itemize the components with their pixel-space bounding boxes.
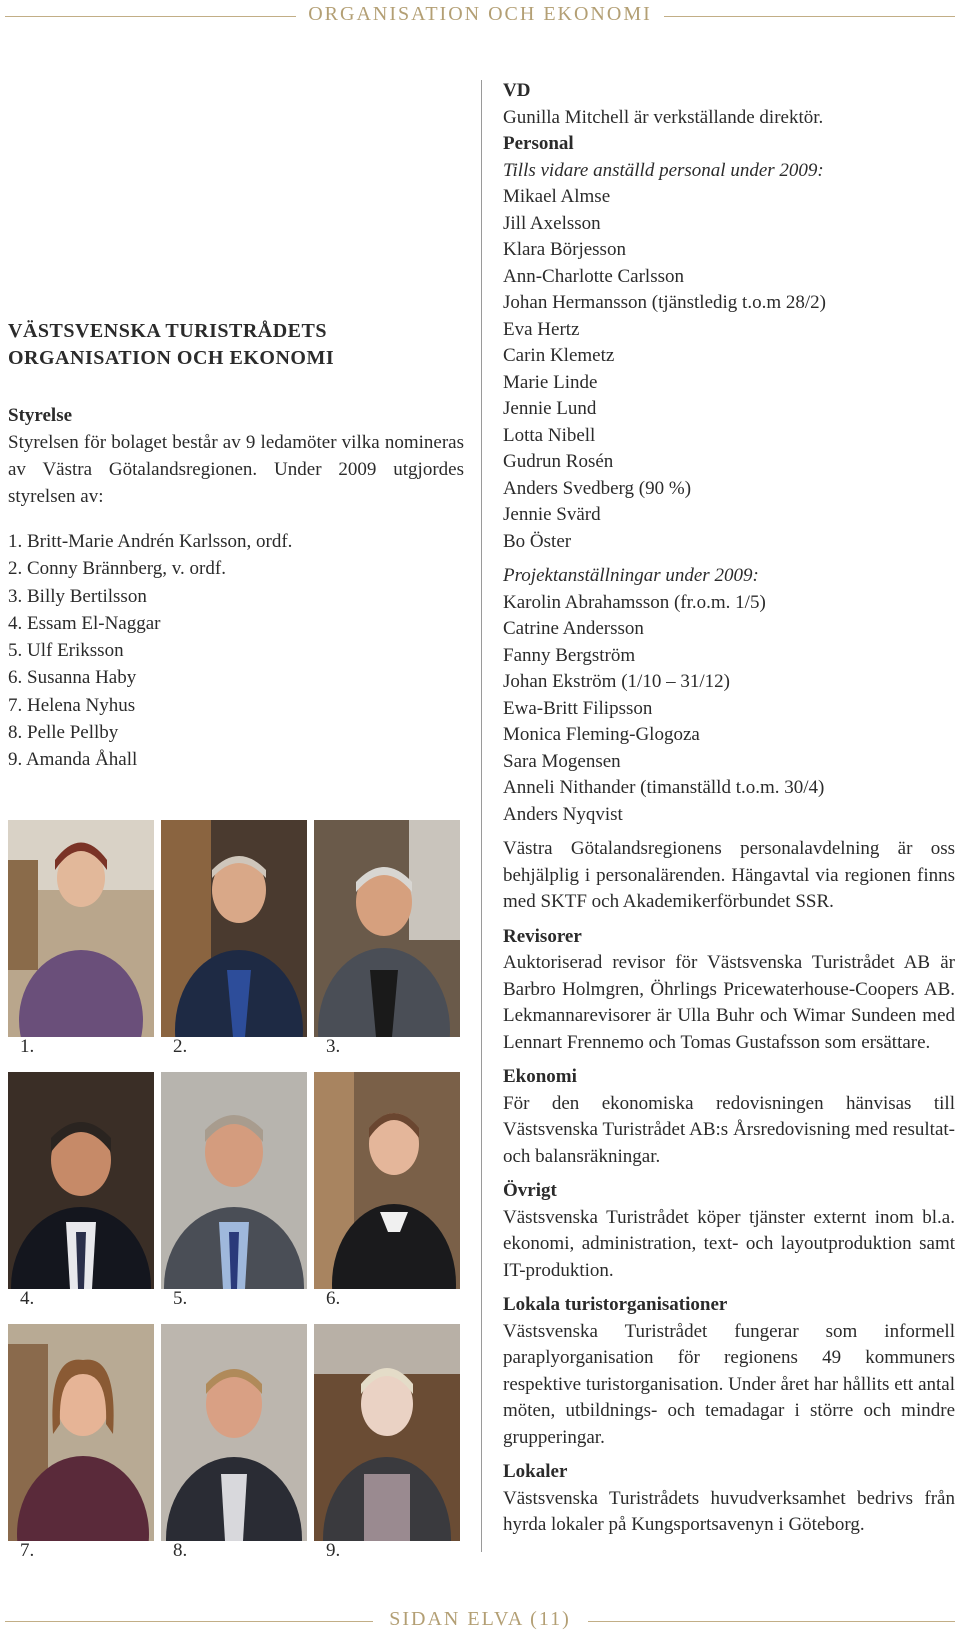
project-member: Sara Mogensen	[503, 750, 621, 772]
photo-number: 7.	[20, 1540, 35, 1561]
other-text: Västsvenska Turistrådet köper tjänster externt inom bl.a. ekonomi, administration, text- och layoutproduktion samt IT-produktion.	[503, 1206, 955, 1281]
vd-text: Gunilla Mitchell är verkställande direktör.	[503, 106, 824, 128]
board-photo-7	[8, 1324, 154, 1541]
project-member: Fanny Bergström	[503, 644, 636, 666]
staff-member: Eva Hertz	[503, 318, 580, 340]
board-photo-6	[314, 1072, 460, 1289]
board-photo-4	[8, 1072, 154, 1289]
board-photo-8	[161, 1324, 307, 1541]
photo-number: 1.	[20, 1036, 35, 1057]
left-column	[8, 318, 464, 774]
page-header	[0, 0, 960, 32]
staff-member: Carin Klemetz	[503, 345, 615, 366]
board-member: 8. Pelle Pellby	[8, 722, 119, 744]
staff-member: Anders Svedberg (90 %)	[503, 477, 692, 499]
board-member: 5. Ulf Eriksson	[8, 640, 124, 662]
board-text: Styrelsen för bolaget består av 9 ledamöter vilka nomineras av Västra Götalandsregionen. Under 2009 utgjordes styrelsen av:	[8, 432, 464, 507]
project-member: Johan Ekström (1/10 – 31/12)	[503, 671, 730, 692]
board-photo-1	[8, 820, 154, 1037]
board-member: 4. Essam El-Naggar	[8, 612, 161, 634]
project-member: Catrine Andersson	[503, 618, 644, 639]
photo-number: 5.	[173, 1288, 188, 1309]
project-staff-list	[503, 590, 955, 829]
economy-text: För den ekonomiska redovisningen hänvisas till Västsvenska Turistrådet AB:s Årsredovisning med resultat- och balansräkningar.	[503, 1092, 955, 1167]
staff-heading: Personal	[503, 133, 574, 154]
board-member: 6. Susanna Haby	[8, 667, 137, 689]
project-member: Karolin Abrahamsson (fr.o.m. 1/5)	[503, 591, 766, 613]
project-member: Monica Fleming-Glogoza	[503, 724, 700, 745]
column-divider	[481, 80, 482, 1552]
board-photo-5	[161, 1072, 307, 1289]
board-photo-3	[314, 820, 460, 1037]
staff-member: Marie Linde	[503, 371, 598, 393]
board-photo-9	[314, 1324, 460, 1541]
photo-number: 6.	[326, 1288, 341, 1309]
vd-heading: VD	[503, 80, 531, 101]
project-intro: Projektanställningar under 2009:	[503, 565, 759, 586]
staff-list	[503, 184, 955, 555]
staff-member: Ann-Charlotte Carlsson	[503, 265, 685, 287]
section-title-line2: ORGANISATION OCH EKONOMI	[8, 347, 335, 369]
auditors-text: Auktoriserad revisor för Västsvenska Turistrådet AB är Barbro Holmgren, Öhrlings Pricewaterhouse-Coopers AB. Lekmannarevisorer är Ulla Buhr och Wimar Sundeen med Lennart Frennemo och Tomas Gustafsson som ersättare.	[503, 952, 955, 1053]
local-orgs-text: Västsvenska Turistrådet fungerar som informell paraplyorganisation för regionens 49 kommuners respektive turistorganisation. Under året har hållits ett antal möten, utbildnings- och temadagar i större och mindre grupperingar.	[503, 1320, 955, 1448]
local-orgs-heading: Lokala turistorganisationer	[503, 1294, 728, 1315]
board-member: 3. Billy Bertilsson	[8, 585, 147, 607]
premises-heading: Lokaler	[503, 1461, 568, 1482]
board-member: 1. Britt-Marie Andrén Karlsson, ordf.	[8, 531, 293, 552]
photo-number: 4.	[20, 1288, 35, 1309]
economy-heading: Ekonomi	[503, 1066, 577, 1087]
photo-number: 9.	[326, 1540, 341, 1561]
other-heading: Övrigt	[503, 1180, 557, 1201]
photo-number: 3.	[326, 1036, 341, 1057]
staff-member: Mikael Almse	[503, 186, 611, 207]
photo-number: 2.	[173, 1036, 188, 1057]
auditors-heading: Revisorer	[503, 925, 582, 947]
project-member: Anneli Nithander (timanställd t.o.m. 30/4)	[503, 777, 825, 798]
staff-member: Johan Hermansson (tjänstledig t.o.m 28/2)	[503, 292, 826, 313]
page-footer	[0, 1608, 960, 1638]
project-member: Ewa-Britt Filipsson	[503, 697, 653, 719]
photo-number: 8.	[173, 1540, 188, 1561]
staff-member: Jennie Svärd	[503, 504, 601, 525]
staff-member: Bo Öster	[503, 530, 572, 552]
project-member: Anders Nyqvist	[503, 803, 623, 825]
section-title-line1: VÄSTSVENSKA TURISTRÅDETS	[8, 320, 327, 342]
header-title: ORGANISATION OCH EKONOMI	[296, 3, 664, 25]
staff-member: Gudrun Rosén	[503, 451, 614, 472]
footer-page-label: SIDAN ELVA (11)	[377, 1608, 583, 1630]
hr-text: Västra Götalandsregionens personalavdelning är oss behjälplig i personalärenden. Hängavtal via regionen finns med SKTF och Akademikerförbundet SSR.	[503, 838, 955, 912]
premises-text: Västsvenska Turistrådets huvudverksamhet bedrivs från hyrda lokaler på Kungsportsavenyn i Göteborg.	[503, 1487, 955, 1535]
board-member: 2. Conny Brännberg, v. ordf.	[8, 558, 226, 580]
board-photo-2	[161, 820, 307, 1037]
staff-member: Jennie Lund	[503, 398, 597, 419]
right-column	[503, 78, 955, 1539]
staff-member: Jill Axelsson	[503, 212, 601, 234]
board-member: 7. Helena Nyhus	[8, 694, 136, 716]
staff-member: Lotta Nibell	[503, 424, 596, 446]
staff-member: Klara Börjesson	[503, 239, 626, 260]
board-heading: Styrelse	[8, 405, 73, 426]
staff-intro: Tills vidare anställd personal under 2009:	[503, 159, 824, 181]
board-member: 9. Amanda Åhall	[8, 749, 138, 771]
board-list	[8, 528, 464, 774]
